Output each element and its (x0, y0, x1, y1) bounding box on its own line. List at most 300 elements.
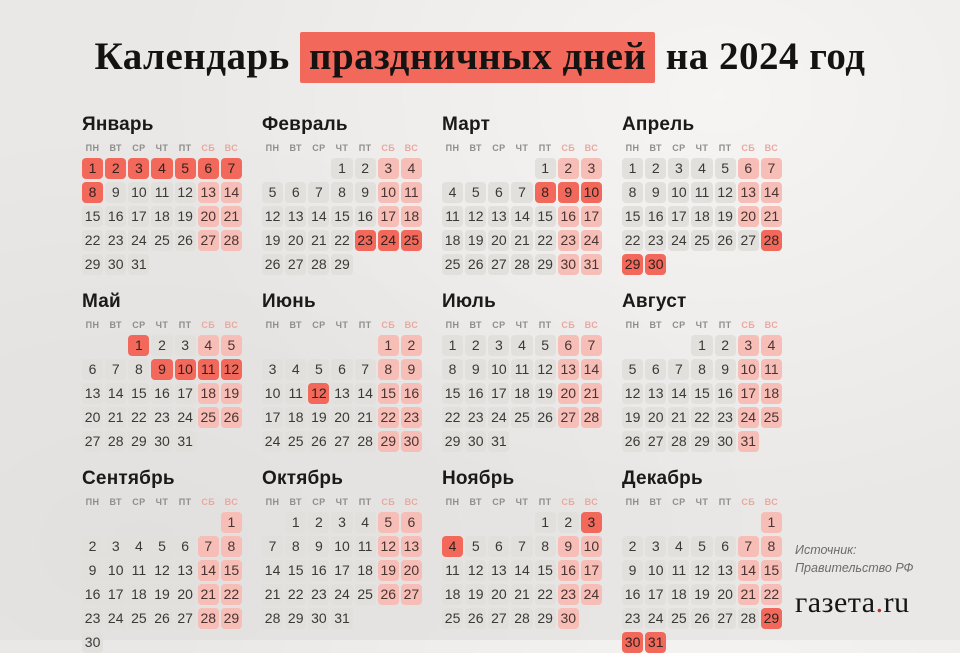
weekday-label: ВТ (469, 320, 482, 330)
day-cell: 25 (761, 407, 782, 428)
day-cell: 11 (442, 560, 463, 581)
day-cell: 29 (128, 431, 149, 452)
day-cell: 23 (465, 407, 486, 428)
weekday-label: ЧТ (695, 320, 709, 330)
day-cell: 5 (221, 335, 242, 356)
empty-cell (488, 512, 509, 533)
weekday-label: СР (672, 320, 686, 330)
day-cell: 30 (308, 608, 329, 629)
day-cell: 5 (715, 158, 736, 179)
weekday-label: СБ (381, 320, 396, 330)
day-cell: 23 (558, 230, 579, 251)
month-days (82, 158, 242, 275)
day-cell: 5 (535, 335, 556, 356)
empty-cell (175, 512, 196, 533)
weekday-label: СР (672, 497, 686, 507)
empty-cell (262, 158, 283, 179)
month-name: Ноябрь (442, 468, 515, 489)
day-cell: 17 (262, 407, 283, 428)
weekday-label: ВС (764, 320, 779, 330)
weekday-label: ВС (404, 143, 419, 153)
day-cell: 30 (622, 632, 643, 653)
day-cell: 29 (331, 254, 352, 275)
day-cell: 11 (285, 383, 306, 404)
day-cell: 19 (262, 230, 283, 251)
day-cell: 27 (488, 254, 509, 275)
day-cell: 16 (558, 560, 579, 581)
day-cell: 25 (128, 608, 149, 629)
day-cell: 16 (401, 383, 422, 404)
day-cell: 10 (105, 560, 126, 581)
day-cell: 9 (308, 536, 329, 557)
day-cell: 31 (488, 431, 509, 452)
day-cell: 19 (175, 206, 196, 227)
day-cell: 8 (622, 182, 643, 203)
day-cell: 25 (511, 407, 532, 428)
day-cell: 7 (105, 359, 126, 380)
weekday-label: ВТ (649, 497, 662, 507)
day-cell: 6 (198, 158, 219, 179)
weekday-label: ВТ (649, 320, 662, 330)
day-cell: 16 (82, 584, 103, 605)
day-cell: 18 (442, 230, 463, 251)
day-cell: 28 (668, 431, 689, 452)
day-cell: 24 (738, 407, 759, 428)
day-cell: 17 (738, 383, 759, 404)
month-name: Сентябрь (82, 468, 175, 489)
day-cell: 15 (622, 206, 643, 227)
day-cell: 11 (128, 560, 149, 581)
weekday-label: ПН (265, 143, 280, 153)
empty-cell (691, 512, 712, 533)
weekday-label: ЧТ (515, 497, 529, 507)
empty-cell (262, 512, 283, 533)
day-cell: 14 (761, 182, 782, 203)
day-cell: 15 (378, 383, 399, 404)
day-cell: 6 (715, 536, 736, 557)
day-cell: 29 (622, 254, 643, 275)
day-cell: 4 (285, 359, 306, 380)
day-cell: 27 (285, 254, 306, 275)
day-cell: 28 (105, 431, 126, 452)
day-cell: 24 (105, 608, 126, 629)
day-cell: 12 (221, 359, 242, 380)
day-cell: 8 (442, 359, 463, 380)
day-cell: 29 (378, 431, 399, 452)
day-cell: 5 (465, 536, 486, 557)
day-cell: 12 (535, 359, 556, 380)
day-cell: 9 (645, 182, 666, 203)
month-name: Декабрь (622, 468, 703, 489)
day-cell: 21 (355, 407, 376, 428)
weekday-label: СБ (561, 320, 576, 330)
day-cell: 17 (175, 383, 196, 404)
day-cell: 31 (331, 608, 352, 629)
weekday-label: ПТ (358, 497, 372, 507)
weekday-label: ВТ (289, 497, 302, 507)
day-cell: 7 (761, 158, 782, 179)
day-cell: 1 (442, 335, 463, 356)
day-cell: 16 (465, 383, 486, 404)
footer (795, 541, 913, 620)
day-cell: 2 (151, 335, 172, 356)
day-cell: 3 (488, 335, 509, 356)
empty-cell (668, 512, 689, 533)
day-cell: 17 (105, 584, 126, 605)
weekday-label: ВТ (109, 320, 122, 330)
weekday-label: ВТ (649, 143, 662, 153)
day-cell: 30 (401, 431, 422, 452)
day-cell: 20 (645, 407, 666, 428)
weekday-label: ПН (445, 497, 460, 507)
day-cell: 16 (355, 206, 376, 227)
day-cell: 10 (668, 182, 689, 203)
gazeta-logo-tld: ru (883, 586, 910, 619)
weekday-label: ЧТ (335, 497, 349, 507)
day-cell: 18 (668, 584, 689, 605)
day-cell: 16 (715, 383, 736, 404)
day-cell: 3 (378, 158, 399, 179)
weekday-label: ВС (764, 497, 779, 507)
weekday-label: ВТ (109, 497, 122, 507)
day-cell: 26 (465, 254, 486, 275)
day-cell: 26 (175, 230, 196, 251)
day-cell: 20 (198, 206, 219, 227)
weekday-header (262, 143, 422, 154)
day-cell: 17 (488, 383, 509, 404)
day-cell: 27 (198, 230, 219, 251)
day-cell: 10 (581, 182, 602, 203)
weekday-label: СР (132, 497, 146, 507)
day-cell: 21 (511, 230, 532, 251)
weekday-label: ВС (764, 143, 779, 153)
day-cell: 25 (442, 254, 463, 275)
weekday-label: ПТ (178, 143, 192, 153)
day-cell: 7 (262, 536, 283, 557)
day-cell: 8 (221, 536, 242, 557)
day-cell: 17 (378, 206, 399, 227)
day-cell: 30 (558, 254, 579, 275)
day-cell: 8 (691, 359, 712, 380)
weekday-header (262, 497, 422, 508)
day-cell: 14 (581, 359, 602, 380)
day-cell: 13 (82, 383, 103, 404)
day-cell: 7 (308, 182, 329, 203)
day-cell: 21 (581, 383, 602, 404)
month-days (442, 158, 602, 275)
day-cell: 8 (285, 536, 306, 557)
weekday-label: СР (312, 320, 326, 330)
day-cell: 1 (535, 158, 556, 179)
day-cell: 2 (715, 335, 736, 356)
day-cell: 28 (355, 431, 376, 452)
day-cell: 21 (761, 206, 782, 227)
empty-cell (331, 335, 352, 356)
day-cell: 23 (622, 608, 643, 629)
day-cell: 18 (285, 407, 306, 428)
day-cell: 23 (645, 230, 666, 251)
weekday-header (442, 143, 602, 154)
empty-cell (668, 335, 689, 356)
day-cell: 26 (378, 584, 399, 605)
day-cell: 14 (738, 560, 759, 581)
day-cell: 25 (691, 230, 712, 251)
weekday-label: СР (312, 497, 326, 507)
day-cell: 26 (262, 254, 283, 275)
weekday-label: СБ (561, 143, 576, 153)
day-cell: 4 (691, 158, 712, 179)
weekday-label: СБ (201, 497, 216, 507)
day-cell: 23 (105, 230, 126, 251)
day-cell: 9 (105, 182, 126, 203)
day-cell: 30 (105, 254, 126, 275)
day-cell: 3 (105, 536, 126, 557)
weekday-label: ПН (445, 143, 460, 153)
day-cell: 3 (262, 359, 283, 380)
day-cell: 20 (715, 584, 736, 605)
day-cell: 29 (442, 431, 463, 452)
day-cell: 16 (308, 560, 329, 581)
day-cell: 4 (442, 182, 463, 203)
day-cell: 19 (378, 560, 399, 581)
day-cell: 11 (401, 182, 422, 203)
day-cell: 3 (581, 512, 602, 533)
weekday-header (82, 497, 242, 508)
day-cell: 13 (558, 359, 579, 380)
day-cell: 28 (761, 230, 782, 251)
day-cell: 11 (151, 182, 172, 203)
day-cell: 14 (668, 383, 689, 404)
empty-cell (465, 512, 486, 533)
day-cell: 24 (128, 230, 149, 251)
day-cell: 17 (668, 206, 689, 227)
day-cell: 7 (355, 359, 376, 380)
day-cell: 21 (511, 584, 532, 605)
weekday-label: СБ (741, 320, 756, 330)
day-cell: 26 (691, 608, 712, 629)
empty-cell (285, 158, 306, 179)
day-cell: 3 (331, 512, 352, 533)
day-cell: 11 (691, 182, 712, 203)
weekday-label: ПТ (718, 320, 732, 330)
day-cell: 10 (581, 536, 602, 557)
page-title-part2: на 2024 год (655, 35, 866, 78)
weekday-label: ПТ (538, 143, 552, 153)
day-cell: 1 (331, 158, 352, 179)
month-days (622, 512, 782, 653)
day-cell: 19 (221, 383, 242, 404)
weekday-header (82, 143, 242, 154)
weekday-label: ПТ (718, 497, 732, 507)
weekday-label: ПН (85, 320, 100, 330)
day-cell: 8 (761, 536, 782, 557)
day-cell: 19 (535, 383, 556, 404)
day-cell: 11 (355, 536, 376, 557)
day-cell: 19 (691, 584, 712, 605)
weekday-label: ПТ (538, 320, 552, 330)
weekday-label: ПТ (358, 143, 372, 153)
day-cell: 13 (645, 383, 666, 404)
empty-cell (308, 335, 329, 356)
weekday-label: СБ (741, 497, 756, 507)
weekday-label: ПТ (358, 320, 372, 330)
day-cell: 27 (738, 230, 759, 251)
weekday-label: ПН (85, 143, 100, 153)
month-name: Май (82, 291, 121, 312)
empty-cell (645, 335, 666, 356)
day-cell: 8 (378, 359, 399, 380)
months-grid (82, 114, 782, 653)
day-cell: 9 (558, 536, 579, 557)
weekday-label: СР (492, 143, 506, 153)
day-cell: 23 (308, 584, 329, 605)
day-cell: 13 (331, 383, 352, 404)
day-cell: 18 (198, 383, 219, 404)
day-cell: 24 (488, 407, 509, 428)
weekday-label: СР (312, 143, 326, 153)
day-cell: 6 (645, 359, 666, 380)
day-cell: 22 (221, 584, 242, 605)
weekday-label: ВС (224, 320, 239, 330)
day-cell: 9 (715, 359, 736, 380)
day-cell: 7 (738, 536, 759, 557)
day-cell: 27 (488, 608, 509, 629)
day-cell: 28 (221, 230, 242, 251)
day-cell: 25 (442, 608, 463, 629)
day-cell: 23 (715, 407, 736, 428)
month-block (622, 114, 782, 275)
day-cell: 10 (645, 560, 666, 581)
day-cell: 7 (511, 536, 532, 557)
day-cell: 22 (761, 584, 782, 605)
month-days (82, 512, 242, 653)
empty-cell (82, 335, 103, 356)
weekday-header (262, 320, 422, 331)
day-cell: 17 (331, 560, 352, 581)
weekday-label: ЧТ (695, 143, 709, 153)
gazeta-logo-text: газета (795, 586, 876, 619)
day-cell: 30 (645, 254, 666, 275)
empty-cell (622, 335, 643, 356)
empty-cell (645, 512, 666, 533)
day-cell: 29 (761, 608, 782, 629)
weekday-label: ВТ (289, 320, 302, 330)
day-cell: 11 (511, 359, 532, 380)
day-cell: 3 (175, 335, 196, 356)
day-cell: 6 (558, 335, 579, 356)
day-cell: 4 (511, 335, 532, 356)
day-cell: 27 (175, 608, 196, 629)
day-cell: 3 (128, 158, 149, 179)
day-cell: 20 (285, 230, 306, 251)
day-cell: 20 (738, 206, 759, 227)
day-cell: 27 (331, 431, 352, 452)
day-cell: 14 (105, 383, 126, 404)
day-cell: 29 (221, 608, 242, 629)
month-days (622, 335, 782, 452)
day-cell: 15 (535, 206, 556, 227)
day-cell: 10 (488, 359, 509, 380)
day-cell: 29 (535, 254, 556, 275)
day-cell: 9 (622, 560, 643, 581)
day-cell: 17 (128, 206, 149, 227)
day-cell: 21 (668, 407, 689, 428)
day-cell: 19 (715, 206, 736, 227)
day-cell: 12 (175, 182, 196, 203)
day-cell: 5 (151, 536, 172, 557)
month-days (262, 335, 422, 452)
weekday-label: ПН (625, 497, 640, 507)
page-title-highlight: праздничных дней (300, 32, 655, 83)
weekday-label: ВТ (469, 143, 482, 153)
gazeta-logo-dot: . (875, 586, 884, 619)
day-cell: 20 (175, 584, 196, 605)
day-cell: 5 (175, 158, 196, 179)
day-cell: 24 (581, 584, 602, 605)
weekday-header (442, 497, 602, 508)
empty-cell (465, 158, 486, 179)
day-cell: 3 (668, 158, 689, 179)
day-cell: 30 (558, 608, 579, 629)
weekday-label: СБ (381, 143, 396, 153)
day-cell: 7 (581, 335, 602, 356)
empty-cell (715, 512, 736, 533)
day-cell: 27 (715, 608, 736, 629)
day-cell: 17 (581, 560, 602, 581)
weekday-label: СР (672, 143, 686, 153)
page-title (0, 34, 960, 79)
day-cell: 10 (175, 359, 196, 380)
day-cell: 1 (761, 512, 782, 533)
empty-cell (198, 512, 219, 533)
weekday-label: ВС (404, 320, 419, 330)
source-label: Источник: (795, 543, 857, 557)
month-days (442, 335, 602, 452)
day-cell: 31 (738, 431, 759, 452)
day-cell: 28 (511, 254, 532, 275)
day-cell: 26 (221, 407, 242, 428)
day-cell: 29 (535, 608, 556, 629)
weekday-label: ЧТ (335, 320, 349, 330)
day-cell: 8 (535, 182, 556, 203)
month-name: Апрель (622, 114, 695, 135)
day-cell: 4 (442, 536, 463, 557)
day-cell: 11 (761, 359, 782, 380)
day-cell: 16 (645, 206, 666, 227)
day-cell: 19 (465, 584, 486, 605)
day-cell: 8 (535, 536, 556, 557)
day-cell: 22 (128, 407, 149, 428)
day-cell: 20 (488, 230, 509, 251)
day-cell: 21 (262, 584, 283, 605)
weekday-label: ПТ (178, 497, 192, 507)
day-cell: 30 (715, 431, 736, 452)
month-name: Октябрь (262, 468, 344, 489)
day-cell: 25 (198, 407, 219, 428)
weekday-label: ПН (265, 320, 280, 330)
day-cell: 19 (465, 230, 486, 251)
day-cell: 10 (378, 182, 399, 203)
day-cell: 2 (645, 158, 666, 179)
day-cell: 26 (715, 230, 736, 251)
weekday-label: ПН (85, 497, 100, 507)
day-cell: 24 (378, 230, 399, 251)
month-block (442, 468, 602, 629)
day-cell: 1 (622, 158, 643, 179)
day-cell: 29 (691, 431, 712, 452)
day-cell: 23 (355, 230, 376, 251)
day-cell: 21 (308, 230, 329, 251)
